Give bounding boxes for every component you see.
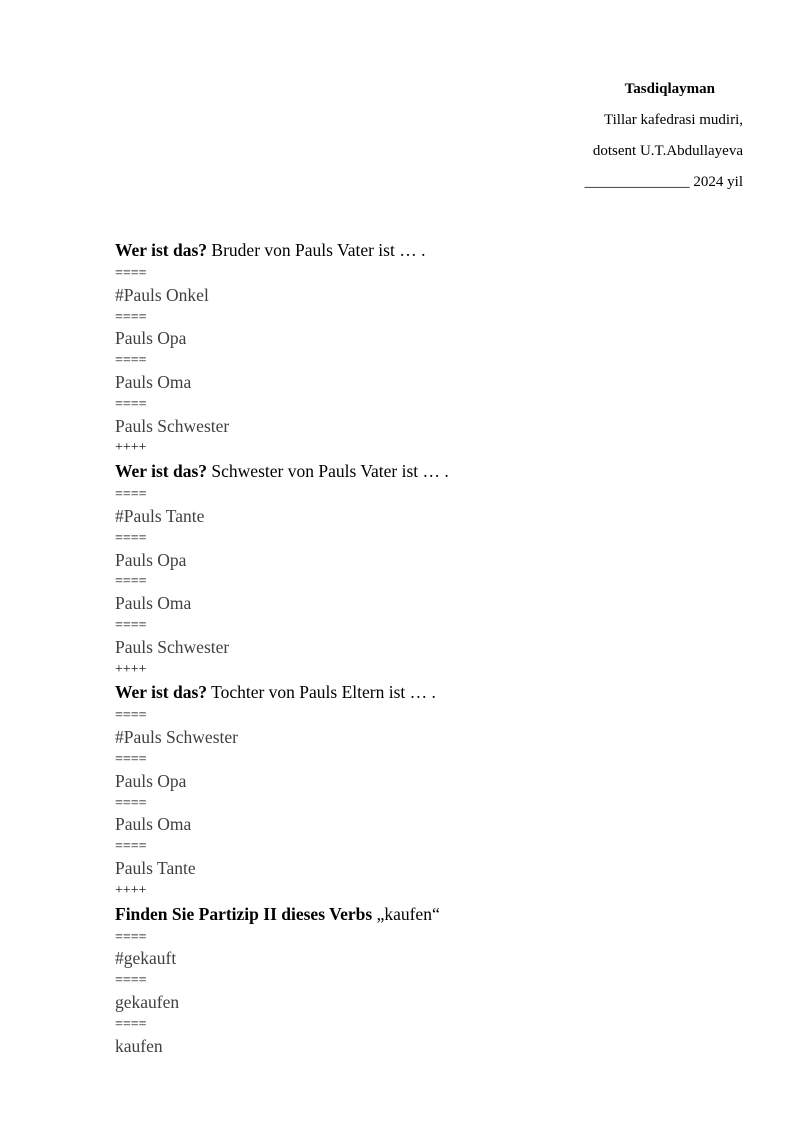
- question-text: Schwester von Pauls Vater ist … .: [207, 461, 449, 482]
- question-text: Bruder von Pauls Vater ist … .: [207, 240, 426, 260]
- answer-option: #gekauft: [115, 948, 177, 969]
- question-line: [115, 459, 755, 484]
- test-questions: [115, 238, 755, 1057]
- question-bold-text: Wer ist das?: [115, 240, 208, 260]
- separator-line: ====: [115, 530, 147, 546]
- question-bold-text: Finden Sie Partizip II dieses Verbs: [115, 903, 373, 924]
- separator-line: ====: [115, 617, 147, 633]
- separator-line: ====: [115, 795, 147, 811]
- separator-line: ++++: [115, 440, 147, 456]
- answer-option: Pauls Tante: [115, 857, 196, 878]
- question-line: [115, 902, 755, 927]
- separator-line: ++++: [115, 661, 147, 677]
- question-bold-text: Wer ist das?: [115, 682, 208, 703]
- answer-option: Pauls Schwester: [115, 636, 230, 657]
- separator-line: ====: [115, 973, 147, 989]
- approval-date-line: ______________ 2024 yil: [584, 174, 743, 190]
- separator-line: ====: [115, 751, 147, 767]
- answer-option: Pauls Oma: [115, 814, 192, 835]
- answer-option: #Pauls Onkel: [115, 284, 209, 305]
- question-line: [115, 680, 755, 705]
- separator-line: ====: [115, 396, 147, 412]
- separator-line: ====: [115, 487, 147, 503]
- separator-line: ====: [115, 309, 147, 325]
- separator-line: ====: [115, 708, 147, 724]
- answer-option: Pauls Opa: [115, 549, 187, 570]
- approval-department: Tillar kafedrasi mudiri,: [603, 112, 743, 128]
- separator-line: ++++: [115, 882, 147, 898]
- answer-option: kaufen: [115, 1035, 163, 1056]
- answer-option: gekaufen: [115, 991, 180, 1012]
- answer-option: #Pauls Tante: [115, 505, 205, 526]
- separator-line: ====: [115, 574, 147, 590]
- question-line: [115, 238, 755, 263]
- separator-line: ====: [115, 929, 147, 945]
- separator-line: ====: [115, 1016, 147, 1032]
- approval-block: [585, 74, 743, 198]
- question-bold-text: Wer ist das?: [115, 461, 208, 482]
- answer-option: Pauls Oma: [115, 371, 192, 392]
- question-text: Tochter von Pauls Eltern ist … .: [207, 682, 436, 703]
- approval-signatory: dotsent U.T.Abdullayeva: [592, 143, 743, 159]
- answer-option: Pauls Opa: [115, 328, 187, 349]
- question-text: „kaufen“: [372, 903, 440, 924]
- approval-title: Tasdiqlayman: [624, 81, 715, 97]
- separator-line: ====: [115, 266, 147, 281]
- separator-line: ====: [115, 353, 147, 369]
- answer-option: Pauls Schwester: [115, 415, 230, 436]
- answer-option: Pauls Opa: [115, 770, 187, 791]
- answer-option: #Pauls Schwester: [115, 727, 238, 748]
- answer-option: Pauls Oma: [115, 593, 192, 614]
- separator-line: ====: [115, 839, 147, 855]
